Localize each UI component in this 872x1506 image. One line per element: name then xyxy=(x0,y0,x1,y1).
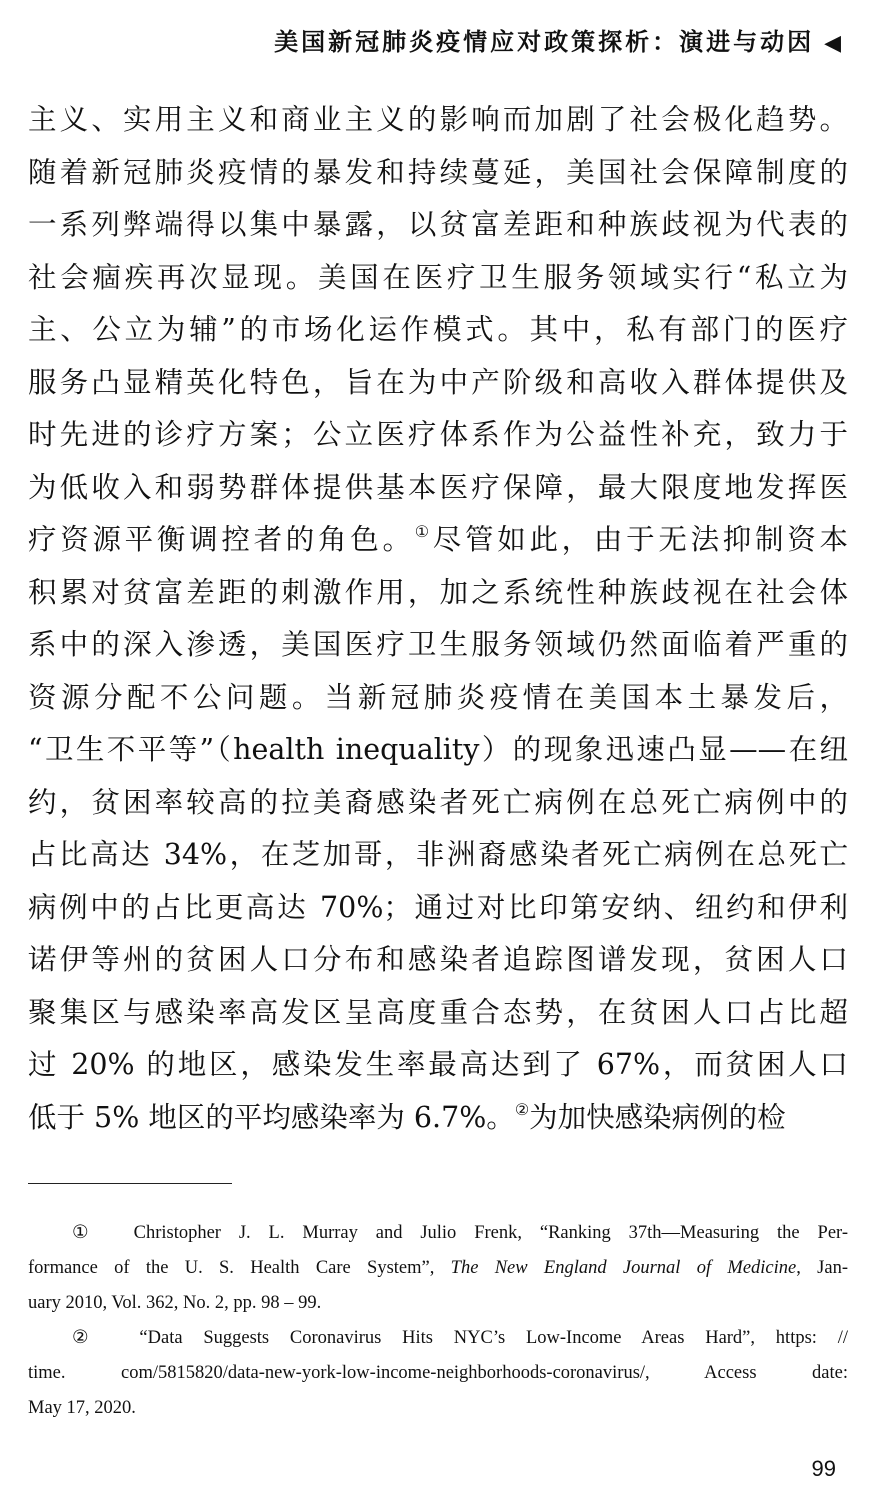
body-text xyxy=(28,94,848,1144)
footnote-line xyxy=(28,1321,848,1356)
body-line-text: 低于 5% 地区的平均感染率为 6.7%。 xyxy=(28,1100,515,1134)
body-line: “卫生不平等”（health inequality）的现象迅速凸显——在纽 xyxy=(28,733,848,766)
footnote-divider xyxy=(28,1183,232,1184)
footnote-text: ② “Data Suggests Coronavirus Hits NYC’s Low-Income Areas Hard”, https: // xyxy=(72,1328,848,1348)
footnotes xyxy=(28,1216,848,1426)
body-line: 资源分配不公问题。当新冠肺炎疫情在美国本土暴发后， xyxy=(28,680,848,714)
footnote-text: , Jan- xyxy=(796,1258,848,1278)
body-line: 过 20% 的地区，感染发生率最高达到了 67%，而贫困人口 xyxy=(28,1048,848,1081)
body-line: 诺伊等州的贫困人口分布和感染者追踪图谱发现，贫困人口 xyxy=(28,943,848,976)
body-line: 随着新冠肺炎疫情的暴发和持续蔓延，美国社会保障制度的 xyxy=(28,155,848,189)
body-line: 社会痼疾再次显现。美国在医疗卫生服务领域实行“私立为 xyxy=(28,260,848,294)
footnote-line xyxy=(28,1356,848,1391)
body-line: 病例中的占比更高达 70%；通过对比印第安纳、纽约和伊利 xyxy=(28,890,848,924)
body-line: 服务凸显精英化特色，旨在为中产阶级和高收入群体提供及 xyxy=(28,365,848,399)
body-line-text: 尽管如此，由于无法抑制资本 xyxy=(432,523,848,556)
footnote-line xyxy=(28,1251,848,1286)
footnote-text: formance of the U. S. Health Care System”, xyxy=(28,1258,451,1278)
body-line-text: 疗资源平衡调控者的角色。 xyxy=(28,523,415,556)
running-header-title: 美国新冠肺炎疫情应对政策探析：演进与动因 xyxy=(274,28,815,56)
footnote-text: May 17, 2020. xyxy=(28,1398,136,1418)
body-line: 聚集区与感染率高发区呈高度重合态势，在贫困人口占比超 xyxy=(28,995,848,1029)
footnote-text: uary 2010, Vol. 362, No. 2, pp. 98 – 99. xyxy=(28,1293,322,1313)
footnote-marker: ① xyxy=(414,522,433,541)
body-line: 约，贫困率较高的拉美裔感染者死亡病例在总死亡病例中的 xyxy=(28,785,848,819)
body-line xyxy=(28,514,848,567)
body-line: 积累对贫富差距的刺激作用，加之系统性种族歧视在社会体 xyxy=(28,575,848,609)
left-triangle-icon: ◀ xyxy=(824,31,844,56)
running-header xyxy=(274,22,844,57)
footnote-text: time. com/5815820/data-new-york-low-income-neighborhoods-coronavirus/, Access date: xyxy=(28,1363,848,1383)
page-number: 99 xyxy=(811,1456,836,1481)
body-line: 时先进的诊疗方案；公立医疗体系作为公益性补充，致力于 xyxy=(28,418,848,451)
body-line: 系中的深入渗透，美国医疗卫生服务领域仍然面临着严重的 xyxy=(28,628,848,661)
body-line: 占比高达 34%，在芝加哥，非洲裔感染者死亡病例在总死亡 xyxy=(28,838,848,871)
body-line: 主、公立为辅”的市场化运作模式。其中，私有部门的医疗 xyxy=(28,313,848,346)
footnote-line xyxy=(28,1391,848,1426)
body-line: 一系列弊端得以集中暴露，以贫富差距和种族歧视为代表的 xyxy=(28,208,848,241)
body-line: 主义、实用主义和商业主义的影响而加剧了社会极化趋势。 xyxy=(28,103,848,136)
body-line-text: 为加快感染病例的检 xyxy=(529,1100,786,1134)
body-line xyxy=(28,1092,848,1145)
footnote-line xyxy=(28,1216,848,1251)
body-line: 为低收入和弱势群体提供基本医疗保障，最大限度地发挥医 xyxy=(28,470,848,504)
footnote-marker: ② xyxy=(514,1099,530,1119)
footnote-text: ① Christopher J. L. Murray and Julio Frenk, “Ranking 37th—Measuring the Per- xyxy=(72,1223,848,1243)
journal-title: The New England Journal of Medicine xyxy=(450,1258,797,1278)
footnote-line xyxy=(28,1286,848,1321)
